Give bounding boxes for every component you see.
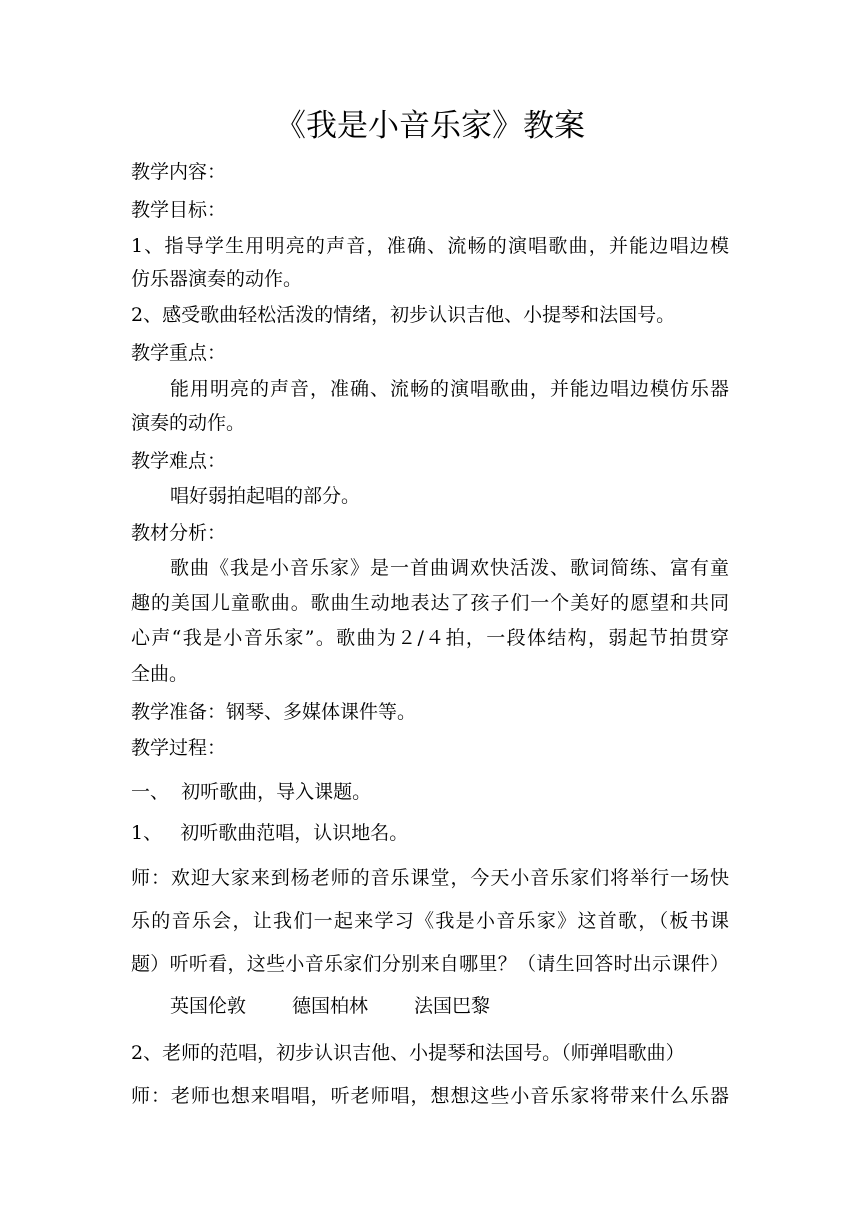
text-line: 趣的美国儿童歌曲。歌曲生动地表达了孩子们一个美好的愿望和共同: [131, 592, 729, 614]
text-line: 教材分析：: [131, 522, 227, 544]
text-line: 1、指导学生用明亮的声音，准确、流畅的演唱歌曲，并能边唱边模: [131, 235, 729, 257]
text-line: 心声“我是小音乐家”。歌曲为２/４拍，一段体结构，弱起节拍贯穿: [131, 627, 729, 649]
text-line: 教学过程：: [131, 737, 227, 759]
city-list: [170, 991, 490, 1021]
text-line: 教学准备：钢琴、多媒体课件等。: [131, 701, 417, 723]
text-line: 教学目标：: [131, 199, 227, 221]
city-item: 英国伦敦: [170, 995, 247, 1017]
section-heading: 一、 初听歌曲，导入课题。: [131, 781, 372, 803]
city-item: 法国巴黎: [414, 995, 491, 1017]
text-line: 能用明亮的声音，准确、流畅的演唱歌曲，并能边唱边模仿乐器: [170, 378, 729, 400]
text-line: 仿乐器演奏的动作。: [131, 268, 303, 290]
text-line: 2、感受歌曲轻松活泼的情绪，初步认识吉他、小提琴和法国号。: [131, 304, 676, 326]
page-title: 《我是小音乐家》教案: [275, 108, 585, 144]
text-line: 歌曲《我是小音乐家》是一首曲调欢快活泼、歌词简练、富有童: [170, 557, 729, 579]
text-line: 全曲。: [131, 663, 189, 685]
subsection-heading: 1、 初听歌曲范唱，认识地名。: [131, 822, 409, 844]
city-item: 德国柏林: [292, 995, 369, 1017]
text-line: 师：欢迎大家来到杨老师的音乐课堂，今天小音乐家们将举行一场快: [131, 867, 729, 889]
text-line: 师：老师也想来唱唱，听老师唱，想想这些小音乐家将带来什么乐器: [131, 1085, 729, 1107]
text-line: 教学内容：: [131, 161, 227, 183]
text-line: 唱好弱拍起唱的部分。: [170, 485, 361, 507]
text-line: 题）听听看，这些小音乐家们分别来自哪里？（请生回答时出示课件）: [131, 953, 729, 975]
text-line: 演奏的动作。: [131, 412, 246, 434]
text-line: 乐的音乐会，让我们一起来学习《我是小音乐家》这首歌，（板书课: [131, 910, 729, 932]
subsection-heading: 2、老师的范唱，初步认识吉他、小提琴和法国号。（师弹唱歌曲）: [131, 1042, 685, 1064]
text-line: 教学重点：: [131, 342, 227, 364]
text-line: 教学难点：: [131, 450, 227, 472]
